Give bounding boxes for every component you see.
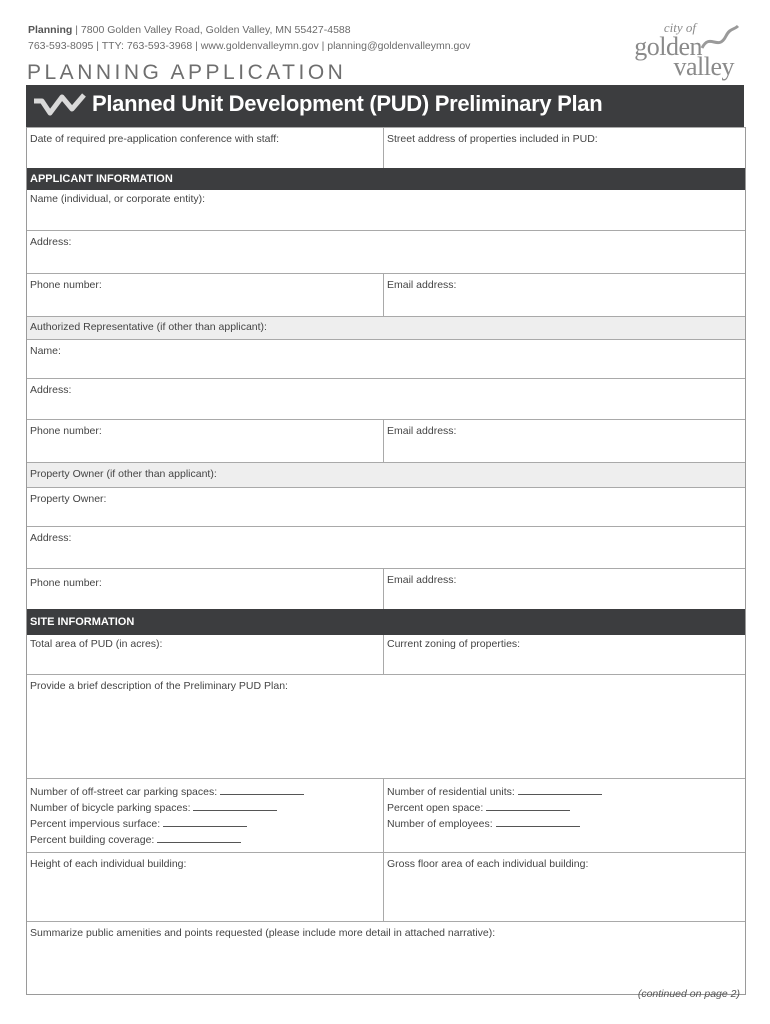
bicycle-parking-input[interactable] [193,810,277,811]
property-owner-header-label: Property Owner (if other than applicant): [30,468,217,480]
total-area-label: Total area of PUD (in acres): [30,638,163,650]
header-department: Planning [28,24,73,36]
owner-address-field[interactable] [27,527,745,568]
form-row [27,273,745,316]
property-owner-label: Property Owner: [30,493,107,505]
form-row [27,852,745,921]
car-parking-input[interactable] [220,794,304,795]
rep-name-field[interactable] [27,340,745,378]
form-title-bar [26,85,744,127]
current-zoning-field[interactable] [383,635,745,674]
residential-units-input[interactable] [518,794,602,795]
total-area-field[interactable] [27,635,383,674]
form-row [27,921,745,994]
form-row [27,419,745,462]
car-parking-label: Number of off-street car parking spaces: [30,786,218,798]
rep-name-label: Name: [30,345,61,357]
continued-note: (continued on page 2) [637,988,740,1000]
form-row [27,674,745,778]
applicant-phone-field[interactable] [27,274,383,316]
form-row [27,339,745,378]
conference-date-label: Date of required pre-application conference with staff: [30,133,280,145]
city-logo [622,18,740,81]
header-address: 7800 Golden Valley Road, Golden Valley, MN 55427-4588 [80,24,351,36]
amenities-label: Summarize public amenities and points requested (please include more detail in attached narrative): [30,927,496,939]
form-row [27,190,745,230]
description-label: Provide a brief description of the Preliminary PUD Plan: [30,680,288,692]
bicycle-parking-label: Number of bicycle parking spaces: [30,802,191,814]
building-coverage-label: Percent building coverage: [30,834,155,846]
amenities-field[interactable] [27,922,745,994]
form-row [27,127,745,168]
rep-email-label: Email address: [387,425,457,437]
property-owner-header [27,463,745,487]
application-form [26,127,746,995]
form-row [27,635,745,674]
authorized-rep-label: Authorized Representative (if other than applicant): [30,321,267,333]
application-title: PLANNING APPLICATION [27,61,347,84]
applicant-name-label: Name (individual, or corporate entity): [30,193,206,205]
owner-phone-field[interactable] [27,569,383,609]
logo-swoosh-icon [700,22,740,56]
rep-email-field[interactable] [383,420,745,462]
rep-phone-label: Phone number: [30,425,102,437]
header-divider: | [75,24,78,36]
form-row [27,462,745,487]
site-section-header: SITE INFORMATION [27,609,745,635]
applicant-phone-label: Phone number: [30,279,102,291]
applicant-email-label: Email address: [387,279,457,291]
form-row [27,487,745,526]
applicant-name-field[interactable] [27,190,745,230]
property-owner-field[interactable] [27,488,745,526]
employees-label: Number of employees: [387,818,493,830]
rep-phone-field[interactable] [27,420,383,462]
header [28,22,470,54]
form-row [27,778,745,852]
form-title: Planned Unit Development (PUD) Preliminary Plan [92,91,603,116]
owner-phone-label: Phone number: [30,577,102,589]
building-coverage-input[interactable] [157,842,241,843]
owner-email-field[interactable] [383,569,745,609]
logo-city-text: city of [663,20,696,35]
applicant-email-field[interactable] [383,274,745,316]
residential-units-label: Number of residential units: [387,786,515,798]
parking-fields [27,779,383,852]
open-space-input[interactable] [486,810,570,811]
street-address-label: Street address of properties included in PUD: [387,133,598,145]
building-height-field[interactable] [27,853,383,921]
employees-input[interactable] [496,826,580,827]
logo-valley-text: valley [673,52,734,81]
owner-address-label: Address: [30,532,72,544]
open-space-label: Percent open space: [387,802,484,814]
applicant-address-field[interactable] [27,231,745,273]
form-row [27,568,745,609]
units-fields [383,779,745,852]
applicant-section-header: APPLICANT INFORMATION [27,168,745,190]
form-row [27,316,745,339]
owner-email-label: Email address: [387,574,457,586]
form-row [27,526,745,568]
rep-address-label: Address: [30,384,72,396]
rep-address-field[interactable] [27,379,745,419]
header-contact: 763-593-8095 | TTY: 763-593-3968 | www.goldenvalleymn.gov | planning@goldenvalleymn.gov [28,40,471,52]
description-field[interactable] [27,675,745,778]
gross-floor-field[interactable] [383,853,745,921]
swoosh-icon [32,91,86,119]
gross-floor-label: Gross floor area of each individual building: [387,858,589,870]
logo-golden-text: golden [634,32,702,61]
impervious-input[interactable] [163,826,247,827]
street-address-field[interactable] [383,128,745,168]
conference-date-field[interactable] [27,128,383,168]
applicant-address-label: Address: [30,236,72,248]
form-row [27,230,745,273]
building-height-label: Height of each individual building: [30,858,187,870]
impervious-label: Percent impervious surface: [30,818,161,830]
authorized-rep-header [27,317,745,339]
current-zoning-label: Current zoning of properties: [387,638,521,650]
form-row [27,378,745,419]
